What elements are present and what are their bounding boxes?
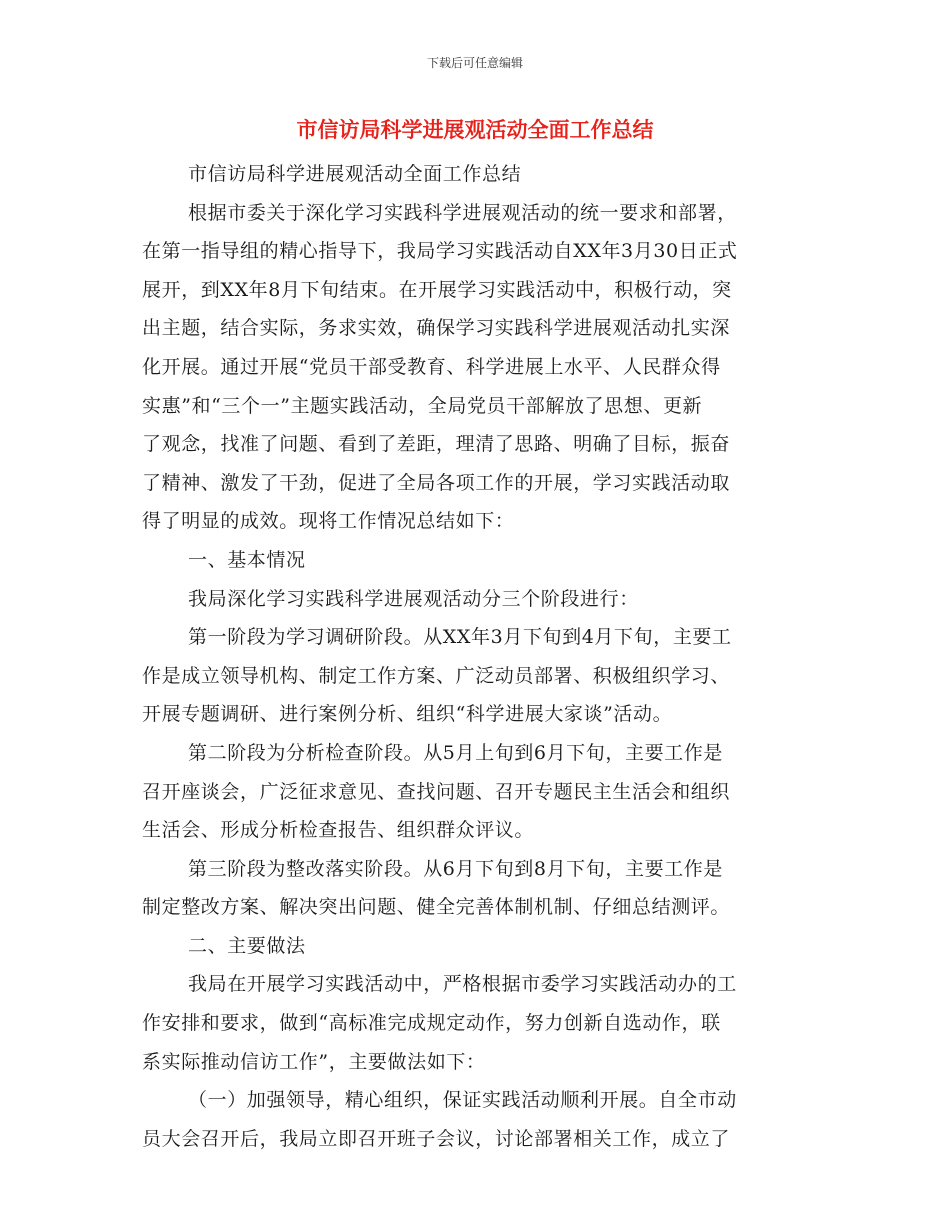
- text-line: 作是成立领导机构、制定工作方案、广泛动员部署、积极组织学习、: [142, 664, 731, 687]
- text-line: 化开展。通过开展“党员干部受教育、科学进展上水平、人民群众得: [142, 355, 721, 378]
- header-note: 下载后可任意编辑: [426, 56, 523, 70]
- text-line: 第二阶段为分析检查阶段。从5月上旬到6月下旬，主要工作是: [188, 741, 723, 764]
- document-body: [142, 155, 808, 1158]
- document-title: 市信访局科学进展观活动全面工作总结: [296, 118, 654, 142]
- text-line: 市信访局科学进展观活动全面工作总结: [188, 163, 522, 185]
- text-line: 系实际推动信访工作”，主要做法如下：: [142, 1050, 486, 1073]
- text-line: 我局深化学习实践科学进展观活动分三个阶段进行：: [188, 587, 639, 610]
- text-line: 召开座谈会，广泛征求意见、查找问题、召开专题民主生活会和组织: [142, 780, 731, 803]
- text-line: 第一阶段为学习调研阶段。从XX年3月下旬到4月下旬，主要工: [188, 626, 732, 649]
- text-line: 作安排和要求，做到“高标准完成规定动作，努力创新自选动作，联: [142, 1012, 721, 1035]
- text-line: 实惠”和“三个一”主题实践活动，全局党员干部解放了思想、更新: [142, 394, 703, 417]
- text-line: 展开，到XX年8月下旬结束。在开展学习实践活动中，积极行动，突: [142, 278, 732, 301]
- text-line: 员大会召开后，我局立即召开班子会议，讨论部署相关工作，成立了: [142, 1127, 731, 1150]
- text-line: 了精神、激发了干劲，促进了全局各项工作的开展，学习实践活动取: [142, 471, 731, 494]
- text-line: （一）加强领导，精心组织，保证实践活动顺利开展。自全市动: [188, 1089, 737, 1112]
- text-line: 在第一指导组的精心指导下，我局学习实践活动自XX年3月30日正式: [142, 240, 738, 263]
- text-line: 我局在开展学习实践活动中，严格根据市委学习实践活动办的工: [188, 973, 737, 996]
- text-line: 根据市委关于深化学习实践科学进展观活动的统一要求和部署，: [188, 201, 737, 224]
- text-line: 出主题，结合实际，务求实效，确保学习实践科学进展观活动扎实深: [142, 317, 731, 340]
- text-line: 制定整改方案、解决突出问题、健全完善体制机制、仔细总结测评。: [142, 896, 731, 919]
- text-line: 了观念，找准了问题、看到了差距，理清了思路、明确了目标，振奋: [142, 433, 731, 456]
- text-line: 得了明显的成效。现将工作情况总结如下：: [142, 510, 515, 533]
- text-line: 二、主要做法: [188, 934, 306, 957]
- text-line: 生活会、形成分析检查报告、组织群众评议。: [142, 819, 535, 842]
- text-line: 一、基本情况: [188, 548, 306, 571]
- text-line: 第三阶段为整改落实阶段。从6月下旬到8月下旬，主要工作是: [188, 857, 723, 880]
- text-line: 开展专题调研、进行案例分析、组织“科学进展大家谈”活动。: [142, 703, 673, 726]
